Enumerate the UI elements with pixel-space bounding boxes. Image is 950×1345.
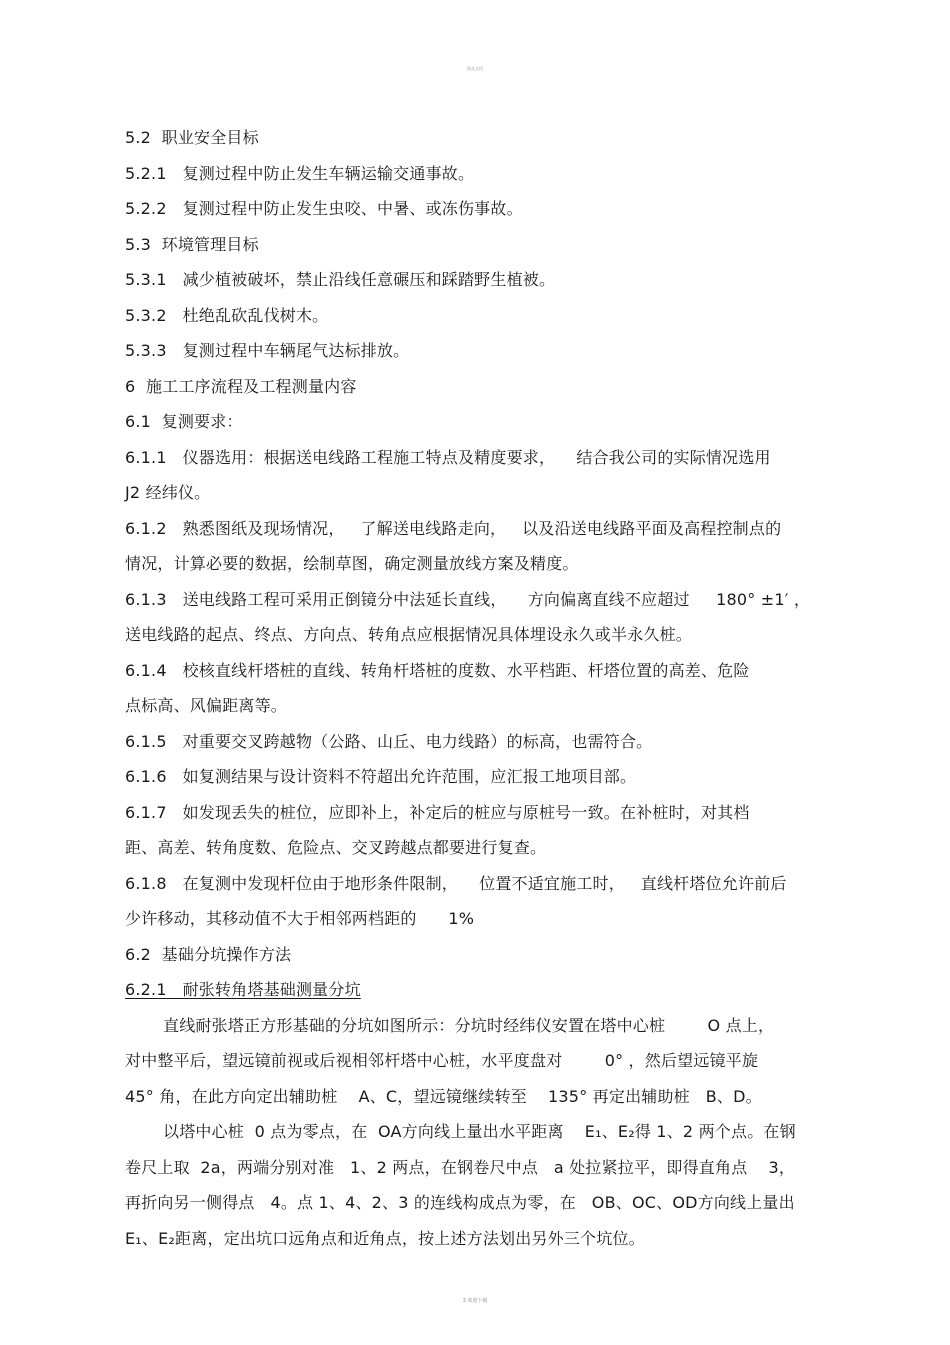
item-6-1-2-line2: 情况，计算必要的数据，绘制草图，确定测量放线方案及精度。 [125, 554, 579, 573]
item-5-3-3: 5.3.3 复测过程中车辆尾气达标排放。 [125, 341, 410, 360]
paragraph-1-line3: 45° 角，在此方向定出辅助桩 A、C，望远镜继续转至 135° 再定出辅助桩 B、D。 [125, 1086, 762, 1106]
heading-6: 6 施工工序流程及工程测量内容 [125, 376, 357, 396]
item-6-1-3-line1: 6.1.3 送电线路工程可采用正倒镜分中法延长直线， 方向偏离直线不应超过 180° ±1′ ， [125, 589, 811, 609]
item-6-1-4-line1: 6.1.4 校核直线杆塔桩的直线、转角杆塔桩的度数、水平档距、杆塔位置的高差、危险 [125, 660, 750, 680]
item-5-2-2: 5.2.2 复测过程中防止发生虫咬、中暑、或冻伤事故。 [125, 199, 523, 218]
paragraph-2-line1: 以塔中心桩 0 点为零点，在 OA方向线上量出水平距离 E₁、E₂得 1、2 两个点。在钢 [163, 1122, 796, 1141]
item-6-1-8-line2: 少许移动，其移动值不大于相邻两档距的 1% [125, 909, 475, 928]
item-6-1-2-line1: 6.1.2 熟悉图纸及现场情况， 了解送电线路走向， 以及沿送电线路平面及高程控制点的 [125, 518, 782, 538]
item-5-3-2: 5.3.2 杜绝乱砍乱伐树木。 [125, 305, 329, 325]
heading-6-2: 6.2 基础分坑操作方法 [125, 944, 292, 964]
page-footer-mark: 3 欢迎下载 [462, 1298, 488, 1304]
heading-6-2-1: 6.2.1 耐张转角塔基础测量分坑 [125, 980, 361, 999]
page-header-mark: 精品文档 [467, 66, 483, 71]
item-6-1-3-line2: 送电线路的起点、终点、方向点、转角点应根据情况具体埋设永久或半永久桩。 [125, 625, 693, 644]
paragraph-2-line2: 卷尺上取 2a，两端分别对准 1、2 两点，在钢卷尺中点 a 处拉紧拉平，即得直角点 3， [125, 1157, 796, 1177]
paragraph-1-line1: 直线耐张塔正方形基础的分坑如图所示：分坑时经纬仪安置在塔中心桩 O 点上， [163, 1015, 775, 1035]
item-6-1-6: 6.1.6 如复测结果与设计资料不符超出允许范围，应汇报工地项目部。 [125, 767, 637, 786]
item-5-2-1: 5.2.1 复测过程中防止发生车辆运输交通事故。 [125, 163, 475, 183]
item-6-1-4-line2: 点标高、风偏距离等。 [125, 696, 288, 715]
heading-6-1: 6.1 复测要求： [125, 412, 243, 431]
paragraph-2-line3: 再折向另一侧得点 4。点 1、4、2、3 的连线构成点为零，在 OB、OC、OD方向线上量出 [125, 1193, 795, 1212]
item-6-1-5: 6.1.5 对重要交叉跨越物（公路、山丘、电力线路）的标高，也需符合。 [125, 731, 653, 751]
item-6-1-8-line1: 6.1.8 在复测中发现杆位由于地形条件限制， 位置不适宜施工时， 直线杆塔位允许前后 [125, 873, 787, 893]
item-5-3-1: 5.3.1 减少植被破坏，禁止沿线任意碾压和踩踏野生植被。 [125, 270, 556, 289]
heading-5-2: 5.2 职业安全目标 [125, 128, 259, 147]
item-6-1-1-line2: J2 经纬仪。 [125, 483, 211, 502]
item-6-1-1-line1: 6.1.1 仪器选用：根据送电线路工程施工特点及精度要求， 结合我公司的实际情况选用 [125, 447, 771, 467]
paragraph-1-line2: 对中整平后，望远镜前视或后视相邻杆塔中心桩，水平度盘对 0° ，然后望远镜平旋 [125, 1051, 759, 1070]
paragraph-2-line4: E₁、E₂距离，定出坑口远角点和近角点，按上述方法划出另外三个坑位。 [125, 1228, 645, 1248]
heading-5-3: 5.3 环境管理目标 [125, 234, 259, 254]
document-body [125, 124, 845, 1260]
item-6-1-7-line2: 距、高差、转角度数、危险点、交叉跨越点都要进行复查。 [125, 838, 547, 857]
item-6-1-7-line1: 6.1.7 如发现丢失的桩位，应即补上，补定后的桩应与原桩号一致。在补桩时，对其档 [125, 802, 750, 822]
